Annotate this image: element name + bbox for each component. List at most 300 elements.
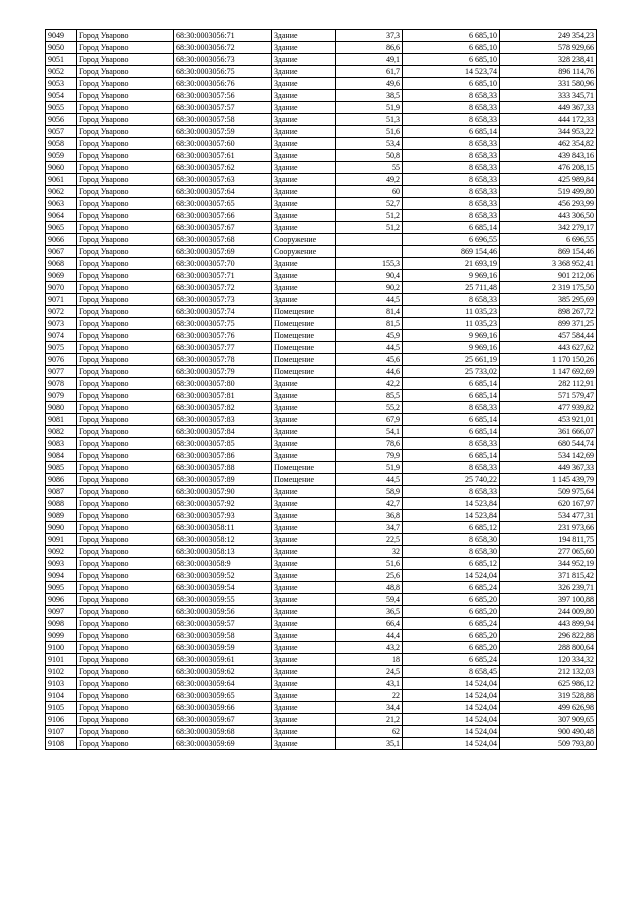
locality-cell: Город Уварово bbox=[77, 330, 174, 342]
object-type-cell: Здание bbox=[272, 702, 336, 714]
locality-cell: Город Уварово bbox=[77, 702, 174, 714]
row-number-cell: 9082 bbox=[46, 426, 77, 438]
object-type-cell: Здание bbox=[272, 102, 336, 114]
cadastral-number-cell: 68:30:0003057:74 bbox=[174, 306, 272, 318]
locality-cell: Город Уварово bbox=[77, 294, 174, 306]
specific-value-cell: 6 685,20 bbox=[403, 606, 500, 618]
table-row bbox=[46, 582, 597, 594]
area-cell: 58,9 bbox=[336, 486, 403, 498]
cadastral-number-cell: 68:30:0003057:63 bbox=[174, 174, 272, 186]
locality-cell: Город Уварово bbox=[77, 270, 174, 282]
row-number-cell: 9089 bbox=[46, 510, 77, 522]
locality-cell: Город Уварово bbox=[77, 162, 174, 174]
area-cell: 48,8 bbox=[336, 582, 403, 594]
cadastral-number-cell: 68:30:0003057:93 bbox=[174, 510, 272, 522]
locality-cell: Город Уварово bbox=[77, 222, 174, 234]
cadastral-number-cell: 68:30:0003057:90 bbox=[174, 486, 272, 498]
specific-value-cell: 8 658,33 bbox=[403, 198, 500, 210]
specific-value-cell: 14 524,04 bbox=[403, 678, 500, 690]
row-number-cell: 9078 bbox=[46, 378, 77, 390]
specific-value-cell: 8 658,33 bbox=[403, 462, 500, 474]
table-row bbox=[46, 654, 597, 666]
cadastral-number-cell: 68:30:0003059:57 bbox=[174, 618, 272, 630]
row-number-cell: 9072 bbox=[46, 306, 77, 318]
row-number-cell: 9081 bbox=[46, 414, 77, 426]
table-body bbox=[46, 30, 597, 750]
row-number-cell: 9061 bbox=[46, 174, 77, 186]
area-cell: 155,3 bbox=[336, 258, 403, 270]
locality-cell: Город Уварово bbox=[77, 402, 174, 414]
area-cell: 49,1 bbox=[336, 54, 403, 66]
cadastral-value-cell: 896 114,76 bbox=[500, 66, 597, 78]
row-number-cell: 9083 bbox=[46, 438, 77, 450]
locality-cell: Город Уварово bbox=[77, 342, 174, 354]
table-row bbox=[46, 102, 597, 114]
cadastral-value-cell: 2 319 175,50 bbox=[500, 282, 597, 294]
specific-value-cell: 25 711,48 bbox=[403, 282, 500, 294]
object-type-cell: Здание bbox=[272, 42, 336, 54]
area-cell: 81,4 bbox=[336, 306, 403, 318]
area-cell: 24,5 bbox=[336, 666, 403, 678]
table-row bbox=[46, 126, 597, 138]
row-number-cell: 9065 bbox=[46, 222, 77, 234]
row-number-cell: 9075 bbox=[46, 342, 77, 354]
locality-cell: Город Уварово bbox=[77, 30, 174, 42]
area-cell: 51,3 bbox=[336, 114, 403, 126]
object-type-cell: Здание bbox=[272, 534, 336, 546]
cadastral-value-cell: 385 295,69 bbox=[500, 294, 597, 306]
cadastral-number-cell: 68:30:0003059:61 bbox=[174, 654, 272, 666]
row-number-cell: 9063 bbox=[46, 198, 77, 210]
area-cell: 34,4 bbox=[336, 702, 403, 714]
object-type-cell: Помещение bbox=[272, 318, 336, 330]
specific-value-cell: 869 154,46 bbox=[403, 246, 500, 258]
cadastral-value-cell: 319 528,88 bbox=[500, 690, 597, 702]
cadastral-number-cell: 68:30:0003057:64 bbox=[174, 186, 272, 198]
area-cell: 42,7 bbox=[336, 498, 403, 510]
area-cell: 45,6 bbox=[336, 354, 403, 366]
locality-cell: Город Уварово bbox=[77, 714, 174, 726]
cadastral-number-cell: 68:30:0003059:59 bbox=[174, 642, 272, 654]
area-cell: 55 bbox=[336, 162, 403, 174]
cadastral-number-cell: 68:30:0003058:12 bbox=[174, 534, 272, 546]
area-cell: 44,5 bbox=[336, 474, 403, 486]
specific-value-cell: 8 658,33 bbox=[403, 138, 500, 150]
specific-value-cell: 9 969,16 bbox=[403, 342, 500, 354]
area-cell: 32 bbox=[336, 546, 403, 558]
row-number-cell: 9080 bbox=[46, 402, 77, 414]
row-number-cell: 9069 bbox=[46, 270, 77, 282]
table-row bbox=[46, 522, 597, 534]
cadastral-value-cell: 449 367,33 bbox=[500, 102, 597, 114]
locality-cell: Город Уварово bbox=[77, 114, 174, 126]
locality-cell: Город Уварово bbox=[77, 210, 174, 222]
area-cell: 34,7 bbox=[336, 522, 403, 534]
specific-value-cell: 14 523,84 bbox=[403, 498, 500, 510]
area-cell: 67,9 bbox=[336, 414, 403, 426]
cadastral-value-cell: 899 371,25 bbox=[500, 318, 597, 330]
row-number-cell: 9102 bbox=[46, 666, 77, 678]
row-number-cell: 9088 bbox=[46, 498, 77, 510]
cadastral-value-cell: 342 279,17 bbox=[500, 222, 597, 234]
specific-value-cell: 6 685,20 bbox=[403, 630, 500, 642]
row-number-cell: 9087 bbox=[46, 486, 77, 498]
cadastral-number-cell: 68:30:0003056:72 bbox=[174, 42, 272, 54]
object-type-cell: Здание bbox=[272, 438, 336, 450]
object-type-cell: Здание bbox=[272, 486, 336, 498]
object-type-cell: Здание bbox=[272, 258, 336, 270]
row-number-cell: 9094 bbox=[46, 570, 77, 582]
locality-cell: Город Уварово bbox=[77, 438, 174, 450]
cadastral-number-cell: 68:30:0003057:56 bbox=[174, 90, 272, 102]
row-number-cell: 9056 bbox=[46, 114, 77, 126]
object-type-cell: Здание bbox=[272, 498, 336, 510]
object-type-cell: Помещение bbox=[272, 342, 336, 354]
area-cell: 86,6 bbox=[336, 42, 403, 54]
cadastral-value-table bbox=[45, 29, 597, 750]
table-row bbox=[46, 186, 597, 198]
specific-value-cell: 8 658,30 bbox=[403, 546, 500, 558]
specific-value-cell: 8 658,33 bbox=[403, 486, 500, 498]
locality-cell: Город Уварово bbox=[77, 234, 174, 246]
area-cell: 42,2 bbox=[336, 378, 403, 390]
row-number-cell: 9100 bbox=[46, 642, 77, 654]
row-number-cell: 9074 bbox=[46, 330, 77, 342]
cadastral-number-cell: 68:30:0003059:64 bbox=[174, 678, 272, 690]
cadastral-value-cell: 443 899,94 bbox=[500, 618, 597, 630]
locality-cell: Город Уварово bbox=[77, 354, 174, 366]
locality-cell: Город Уварово bbox=[77, 462, 174, 474]
table-row bbox=[46, 462, 597, 474]
table-row bbox=[46, 294, 597, 306]
area-cell: 18 bbox=[336, 654, 403, 666]
row-number-cell: 9093 bbox=[46, 558, 77, 570]
locality-cell: Город Уварово bbox=[77, 594, 174, 606]
cadastral-value-cell: 397 100,88 bbox=[500, 594, 597, 606]
specific-value-cell: 11 035,23 bbox=[403, 318, 500, 330]
row-number-cell: 9071 bbox=[46, 294, 77, 306]
cadastral-value-cell: 249 354,23 bbox=[500, 30, 597, 42]
area-cell: 51,2 bbox=[336, 210, 403, 222]
row-number-cell: 9096 bbox=[46, 594, 77, 606]
table-row bbox=[46, 54, 597, 66]
specific-value-cell: 8 658,30 bbox=[403, 534, 500, 546]
cadastral-value-cell: 534 477,31 bbox=[500, 510, 597, 522]
table-row bbox=[46, 726, 597, 738]
object-type-cell: Здание bbox=[272, 690, 336, 702]
table-row bbox=[46, 258, 597, 270]
row-number-cell: 9079 bbox=[46, 390, 77, 402]
table-row bbox=[46, 474, 597, 486]
specific-value-cell: 6 685,14 bbox=[403, 378, 500, 390]
specific-value-cell: 14 523,84 bbox=[403, 510, 500, 522]
cadastral-value-cell: 620 167,97 bbox=[500, 498, 597, 510]
locality-cell: Город Уварово bbox=[77, 174, 174, 186]
row-number-cell: 9095 bbox=[46, 582, 77, 594]
specific-value-cell: 21 693,19 bbox=[403, 258, 500, 270]
object-type-cell: Здание bbox=[272, 570, 336, 582]
row-number-cell: 9085 bbox=[46, 462, 77, 474]
object-type-cell: Здание bbox=[272, 186, 336, 198]
row-number-cell: 9103 bbox=[46, 678, 77, 690]
object-type-cell: Здание bbox=[272, 210, 336, 222]
specific-value-cell: 9 969,16 bbox=[403, 270, 500, 282]
area-cell: 81,5 bbox=[336, 318, 403, 330]
cadastral-number-cell: 68:30:0003059:66 bbox=[174, 702, 272, 714]
area-cell: 44,4 bbox=[336, 630, 403, 642]
table-row bbox=[46, 30, 597, 42]
locality-cell: Город Уварово bbox=[77, 150, 174, 162]
table-row bbox=[46, 402, 597, 414]
object-type-cell: Здание bbox=[272, 642, 336, 654]
row-number-cell: 9090 bbox=[46, 522, 77, 534]
cadastral-number-cell: 68:30:0003057:82 bbox=[174, 402, 272, 414]
cadastral-value-cell: 288 800,64 bbox=[500, 642, 597, 654]
area-cell: 51,9 bbox=[336, 462, 403, 474]
cadastral-value-cell: 680 544,74 bbox=[500, 438, 597, 450]
object-type-cell: Здание bbox=[272, 114, 336, 126]
specific-value-cell: 25 733,02 bbox=[403, 366, 500, 378]
table-row bbox=[46, 618, 597, 630]
object-type-cell: Здание bbox=[272, 630, 336, 642]
table-row bbox=[46, 714, 597, 726]
specific-value-cell: 8 658,33 bbox=[403, 294, 500, 306]
table-row bbox=[46, 570, 597, 582]
specific-value-cell: 8 658,33 bbox=[403, 186, 500, 198]
row-number-cell: 9054 bbox=[46, 90, 77, 102]
object-type-cell: Здание bbox=[272, 426, 336, 438]
cadastral-number-cell: 68:30:0003059:56 bbox=[174, 606, 272, 618]
area-cell: 60 bbox=[336, 186, 403, 198]
object-type-cell: Сооружение bbox=[272, 234, 336, 246]
cadastral-value-cell: 519 499,80 bbox=[500, 186, 597, 198]
locality-cell: Город Уварово bbox=[77, 510, 174, 522]
cadastral-value-cell: 477 939,82 bbox=[500, 402, 597, 414]
cadastral-value-cell: 333 345,71 bbox=[500, 90, 597, 102]
cadastral-value-cell: 571 579,47 bbox=[500, 390, 597, 402]
cadastral-number-cell: 68:30:0003057:62 bbox=[174, 162, 272, 174]
table-row bbox=[46, 378, 597, 390]
row-number-cell: 9055 bbox=[46, 102, 77, 114]
locality-cell: Город Уварово bbox=[77, 546, 174, 558]
specific-value-cell: 14 524,04 bbox=[403, 726, 500, 738]
cadastral-value-cell: 331 580,96 bbox=[500, 78, 597, 90]
area-cell: 59,4 bbox=[336, 594, 403, 606]
cadastral-value-cell: 578 929,66 bbox=[500, 42, 597, 54]
locality-cell: Город Уварово bbox=[77, 450, 174, 462]
locality-cell: Город Уварово bbox=[77, 258, 174, 270]
cadastral-number-cell: 68:30:0003057:68 bbox=[174, 234, 272, 246]
area-cell: 90,2 bbox=[336, 282, 403, 294]
area-cell: 51,2 bbox=[336, 222, 403, 234]
object-type-cell: Здание bbox=[272, 414, 336, 426]
object-type-cell: Здание bbox=[272, 726, 336, 738]
table-row bbox=[46, 222, 597, 234]
cadastral-value-cell: 425 989,84 bbox=[500, 174, 597, 186]
cadastral-number-cell: 68:30:0003057:84 bbox=[174, 426, 272, 438]
cadastral-value-cell: 344 952,19 bbox=[500, 558, 597, 570]
locality-cell: Город Уварово bbox=[77, 606, 174, 618]
cadastral-number-cell: 68:30:0003056:71 bbox=[174, 30, 272, 42]
specific-value-cell: 6 685,12 bbox=[403, 522, 500, 534]
locality-cell: Город Уварово bbox=[77, 630, 174, 642]
locality-cell: Город Уварово bbox=[77, 90, 174, 102]
cadastral-number-cell: 68:30:0003057:76 bbox=[174, 330, 272, 342]
cadastral-value-cell: 457 584,44 bbox=[500, 330, 597, 342]
specific-value-cell: 14 524,04 bbox=[403, 738, 500, 750]
row-number-cell: 9066 bbox=[46, 234, 77, 246]
object-type-cell: Здание bbox=[272, 90, 336, 102]
object-type-cell: Помещение bbox=[272, 462, 336, 474]
locality-cell: Город Уварово bbox=[77, 246, 174, 258]
area-cell: 51,6 bbox=[336, 126, 403, 138]
specific-value-cell: 8 658,33 bbox=[403, 102, 500, 114]
row-number-cell: 9084 bbox=[46, 450, 77, 462]
object-type-cell: Сооружение bbox=[272, 246, 336, 258]
area-cell: 61,7 bbox=[336, 66, 403, 78]
object-type-cell: Здание bbox=[272, 654, 336, 666]
table-row bbox=[46, 558, 597, 570]
locality-cell: Город Уварово bbox=[77, 474, 174, 486]
cadastral-value-cell: 277 065,60 bbox=[500, 546, 597, 558]
row-number-cell: 9092 bbox=[46, 546, 77, 558]
table-row bbox=[46, 282, 597, 294]
cadastral-value-cell: 456 293,99 bbox=[500, 198, 597, 210]
object-type-cell: Здание bbox=[272, 198, 336, 210]
cadastral-number-cell: 68:30:0003056:75 bbox=[174, 66, 272, 78]
cadastral-value-cell: 371 815,42 bbox=[500, 570, 597, 582]
locality-cell: Город Уварово bbox=[77, 78, 174, 90]
table-row bbox=[46, 486, 597, 498]
cadastral-number-cell: 68:30:0003059:68 bbox=[174, 726, 272, 738]
specific-value-cell: 6 685,10 bbox=[403, 54, 500, 66]
area-cell: 44,5 bbox=[336, 342, 403, 354]
row-number-cell: 9101 bbox=[46, 654, 77, 666]
area-cell: 38,5 bbox=[336, 90, 403, 102]
row-number-cell: 9062 bbox=[46, 186, 77, 198]
specific-value-cell: 8 658,33 bbox=[403, 402, 500, 414]
area-cell: 44,5 bbox=[336, 294, 403, 306]
table-row bbox=[46, 198, 597, 210]
table-row bbox=[46, 42, 597, 54]
cadastral-value-cell: 1 145 439,79 bbox=[500, 474, 597, 486]
locality-cell: Город Уварово bbox=[77, 654, 174, 666]
object-type-cell: Здание bbox=[272, 390, 336, 402]
table-row bbox=[46, 702, 597, 714]
row-number-cell: 9108 bbox=[46, 738, 77, 750]
table-row bbox=[46, 138, 597, 150]
cadastral-number-cell: 68:30:0003057:73 bbox=[174, 294, 272, 306]
object-type-cell: Здание bbox=[272, 30, 336, 42]
cadastral-number-cell: 68:30:0003059:54 bbox=[174, 582, 272, 594]
specific-value-cell: 8 658,33 bbox=[403, 90, 500, 102]
table-row bbox=[46, 630, 597, 642]
area-cell: 43,2 bbox=[336, 642, 403, 654]
cadastral-number-cell: 68:30:0003056:73 bbox=[174, 54, 272, 66]
cadastral-value-cell: 307 909,65 bbox=[500, 714, 597, 726]
row-number-cell: 9098 bbox=[46, 618, 77, 630]
area-cell: 49,2 bbox=[336, 174, 403, 186]
table-row bbox=[46, 114, 597, 126]
cadastral-value-cell: 462 354,82 bbox=[500, 138, 597, 150]
specific-value-cell: 14 524,04 bbox=[403, 714, 500, 726]
cadastral-value-cell: 509 793,80 bbox=[500, 738, 597, 750]
locality-cell: Город Уварово bbox=[77, 414, 174, 426]
object-type-cell: Помещение bbox=[272, 366, 336, 378]
row-number-cell: 9091 bbox=[46, 534, 77, 546]
object-type-cell: Здание bbox=[272, 558, 336, 570]
cadastral-number-cell: 68:30:0003057:92 bbox=[174, 498, 272, 510]
locality-cell: Город Уварово bbox=[77, 666, 174, 678]
area-cell: 54,1 bbox=[336, 426, 403, 438]
cadastral-number-cell: 68:30:0003057:61 bbox=[174, 150, 272, 162]
specific-value-cell: 6 685,14 bbox=[403, 426, 500, 438]
table-row bbox=[46, 546, 597, 558]
table-row bbox=[46, 66, 597, 78]
cadastral-number-cell: 68:30:0003057:81 bbox=[174, 390, 272, 402]
specific-value-cell: 11 035,23 bbox=[403, 306, 500, 318]
area-cell: 50,8 bbox=[336, 150, 403, 162]
cadastral-number-cell: 68:30:0003057:89 bbox=[174, 474, 272, 486]
table-row bbox=[46, 642, 597, 654]
cadastral-value-cell: 231 973,66 bbox=[500, 522, 597, 534]
cadastral-value-cell: 1 147 692,69 bbox=[500, 366, 597, 378]
locality-cell: Город Уварово bbox=[77, 738, 174, 750]
specific-value-cell: 8 658,45 bbox=[403, 666, 500, 678]
object-type-cell: Здание bbox=[272, 282, 336, 294]
cadastral-value-cell: 1 170 150,26 bbox=[500, 354, 597, 366]
object-type-cell: Здание bbox=[272, 402, 336, 414]
object-type-cell: Здание bbox=[272, 294, 336, 306]
table-row bbox=[46, 678, 597, 690]
table-row bbox=[46, 498, 597, 510]
object-type-cell: Здание bbox=[272, 174, 336, 186]
cadastral-value-cell: 443 306,50 bbox=[500, 210, 597, 222]
area-cell: 52,7 bbox=[336, 198, 403, 210]
specific-value-cell: 6 696,55 bbox=[403, 234, 500, 246]
row-number-cell: 9068 bbox=[46, 258, 77, 270]
locality-cell: Город Уварово bbox=[77, 678, 174, 690]
table-row bbox=[46, 174, 597, 186]
area-cell: 55,2 bbox=[336, 402, 403, 414]
cadastral-number-cell: 68:30:0003058:13 bbox=[174, 546, 272, 558]
table-row bbox=[46, 594, 597, 606]
row-number-cell: 9086 bbox=[46, 474, 77, 486]
cadastral-value-cell: 900 490,48 bbox=[500, 726, 597, 738]
cadastral-number-cell: 68:30:0003059:55 bbox=[174, 594, 272, 606]
cadastral-number-cell: 68:30:0003057:71 bbox=[174, 270, 272, 282]
area-cell: 53,4 bbox=[336, 138, 403, 150]
area-cell: 25,6 bbox=[336, 570, 403, 582]
cadastral-value-cell: 3 368 952,41 bbox=[500, 258, 597, 270]
area-cell bbox=[336, 234, 403, 246]
area-cell: 37,3 bbox=[336, 30, 403, 42]
specific-value-cell: 8 658,33 bbox=[403, 210, 500, 222]
cadastral-number-cell: 68:30:0003057:58 bbox=[174, 114, 272, 126]
locality-cell: Город Уварово bbox=[77, 390, 174, 402]
cadastral-value-cell: 194 811,75 bbox=[500, 534, 597, 546]
row-number-cell: 9099 bbox=[46, 630, 77, 642]
table-row bbox=[46, 150, 597, 162]
area-cell bbox=[336, 246, 403, 258]
cadastral-value-cell: 625 986,12 bbox=[500, 678, 597, 690]
cadastral-value-cell: 296 822,88 bbox=[500, 630, 597, 642]
locality-cell: Город Уварово bbox=[77, 318, 174, 330]
locality-cell: Город Уварово bbox=[77, 582, 174, 594]
object-type-cell: Здание bbox=[272, 78, 336, 90]
locality-cell: Город Уварово bbox=[77, 126, 174, 138]
row-number-cell: 9076 bbox=[46, 354, 77, 366]
